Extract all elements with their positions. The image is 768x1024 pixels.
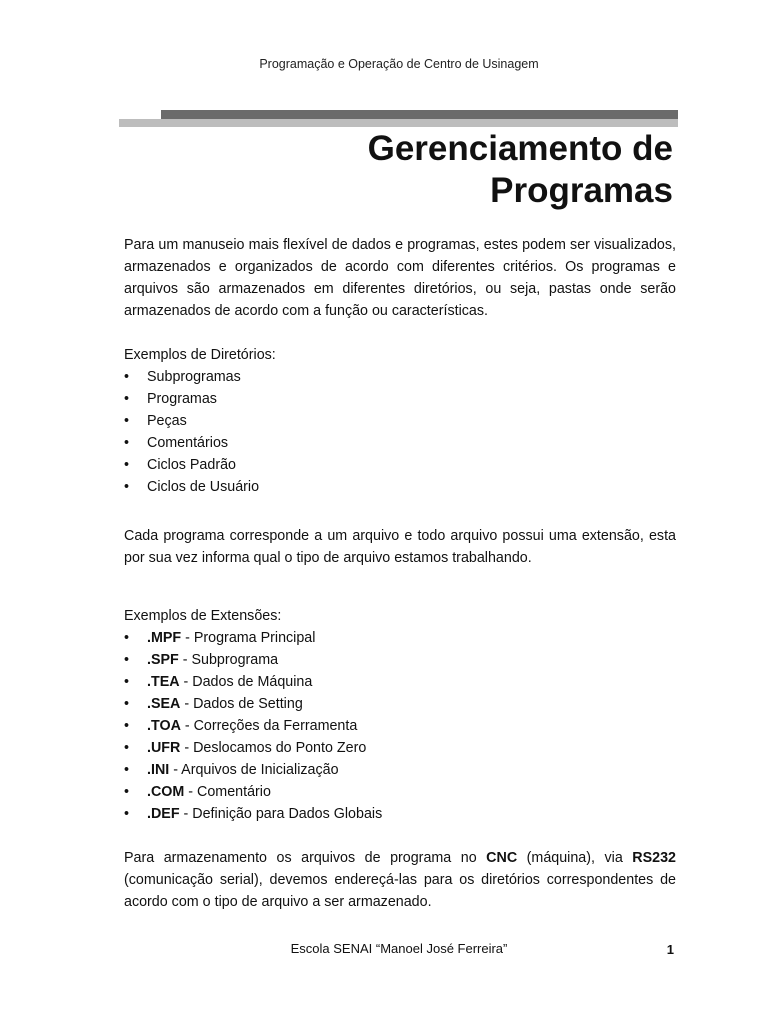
- page-number: 1: [666, 942, 674, 957]
- page-title: [153, 128, 673, 212]
- bullet-icon: •: [124, 674, 130, 690]
- storage-paragraph: [124, 847, 676, 913]
- bullet-icon: •: [124, 696, 130, 712]
- list-item-label: Peças: [147, 413, 187, 429]
- bullet-icon: •: [124, 784, 130, 800]
- list-item-label: Programas: [147, 391, 217, 407]
- page-title-line1: Gerenciamento de: [367, 129, 673, 168]
- list-item: [124, 803, 676, 825]
- bullet-icon: •: [124, 718, 130, 734]
- spacer: [124, 322, 676, 344]
- list-item: [124, 649, 676, 671]
- list-item-label: Ciclos de Usuário: [147, 479, 260, 495]
- bullet-icon: •: [124, 391, 130, 407]
- running-header: Programação e Operação de Centro de Usinagem: [259, 57, 539, 71]
- extension-intro-paragraph: Cada programa corresponde a um arquivo e todo arquivo possui uma extensão, esta por sua vez informa qual o tipo de arquivo estamos trabalhando.: [124, 528, 676, 566]
- extension-description: - Comentário: [184, 784, 271, 800]
- list-item: [124, 454, 676, 476]
- footer-school-name: Escola SENAI “Manoel José Ferreira”: [290, 941, 508, 956]
- extension-description: - Subprograma: [178, 652, 279, 668]
- extension-description: - Deslocamos do Ponto Zero: [180, 740, 367, 756]
- bullet-icon: •: [124, 806, 130, 822]
- rs232-term: RS232: [632, 850, 676, 866]
- list-item: [124, 432, 676, 454]
- list-item-label: Ciclos Padrão: [147, 457, 236, 473]
- extension-description: - Arquivos de Inicialização: [169, 762, 339, 778]
- extension-code: .COM: [147, 784, 185, 800]
- extensions-heading: Exemplos de Extensões:: [124, 608, 282, 624]
- list-item: [124, 671, 676, 693]
- list-item: [124, 693, 676, 715]
- extension-code: .TOA: [147, 718, 181, 734]
- list-item: [124, 715, 676, 737]
- list-item: [124, 781, 676, 803]
- bullet-icon: •: [124, 479, 130, 495]
- bullet-icon: •: [124, 413, 130, 429]
- list-item-label: Comentários: [147, 435, 229, 451]
- intro-paragraph: Para um manuseio mais flexível de dados e programas, estes podem ser visualizados, armazenados e organizados de acordo com diferentes critérios. Os programas e arquivos são armazenados em diferentes diretórios, ou seja, pastas onde serão armazenados de acordo com a função ou características.: [124, 237, 676, 319]
- extension-code: .UFR: [147, 740, 181, 756]
- page-title-line2: Programas: [490, 171, 673, 210]
- directories-list: [124, 366, 676, 498]
- extension-code: .DEF: [147, 806, 180, 822]
- list-item-label: Subprogramas: [147, 369, 241, 385]
- title-decoration-bar: [119, 110, 678, 127]
- extension-description: - Definição para Dados Globais: [179, 806, 383, 822]
- bullet-icon: •: [124, 630, 130, 646]
- extension-description: - Programa Principal: [181, 630, 316, 646]
- spacer: [124, 498, 676, 525]
- list-item: [124, 737, 676, 759]
- extension-code: .SPF: [147, 652, 179, 668]
- list-item: [124, 366, 676, 388]
- list-item: [124, 759, 676, 781]
- bullet-icon: •: [124, 457, 130, 473]
- bullet-icon: •: [124, 762, 130, 778]
- list-item: [124, 627, 676, 649]
- document-body: [124, 234, 676, 913]
- title-bar-dark-stripe: [161, 110, 678, 119]
- bullet-icon: •: [124, 740, 130, 756]
- spacer: [124, 825, 676, 847]
- extension-code: .TEA: [147, 674, 180, 690]
- extension-description: - Dados de Setting: [180, 696, 303, 712]
- list-item: [124, 388, 676, 410]
- extension-code: .MPF: [147, 630, 182, 646]
- title-bar-light-stripe: [119, 119, 678, 127]
- extension-code: .INI: [147, 762, 170, 778]
- storage-text-part2: (máquina), via: [517, 850, 633, 866]
- storage-text-part1: Para armazenamento os arquivos de programa no: [124, 850, 487, 866]
- bullet-icon: •: [124, 652, 130, 668]
- extension-code: .SEA: [147, 696, 181, 712]
- cnc-term: CNC: [486, 850, 518, 866]
- list-item: [124, 476, 676, 498]
- extension-description: - Dados de Máquina: [179, 674, 313, 690]
- spacer: [124, 569, 676, 605]
- extensions-list: [124, 627, 676, 825]
- extension-description: - Correções da Ferramenta: [180, 718, 358, 734]
- directories-heading: Exemplos de Diretórios:: [124, 347, 276, 363]
- bullet-icon: •: [124, 435, 130, 451]
- storage-text-part3: (comunicação serial), devemos endereçá-las para os diretórios correspondentes de acordo com o tipo de arquivo a ser armazenado.: [124, 872, 676, 910]
- bullet-icon: •: [124, 369, 130, 385]
- list-item: [124, 410, 676, 432]
